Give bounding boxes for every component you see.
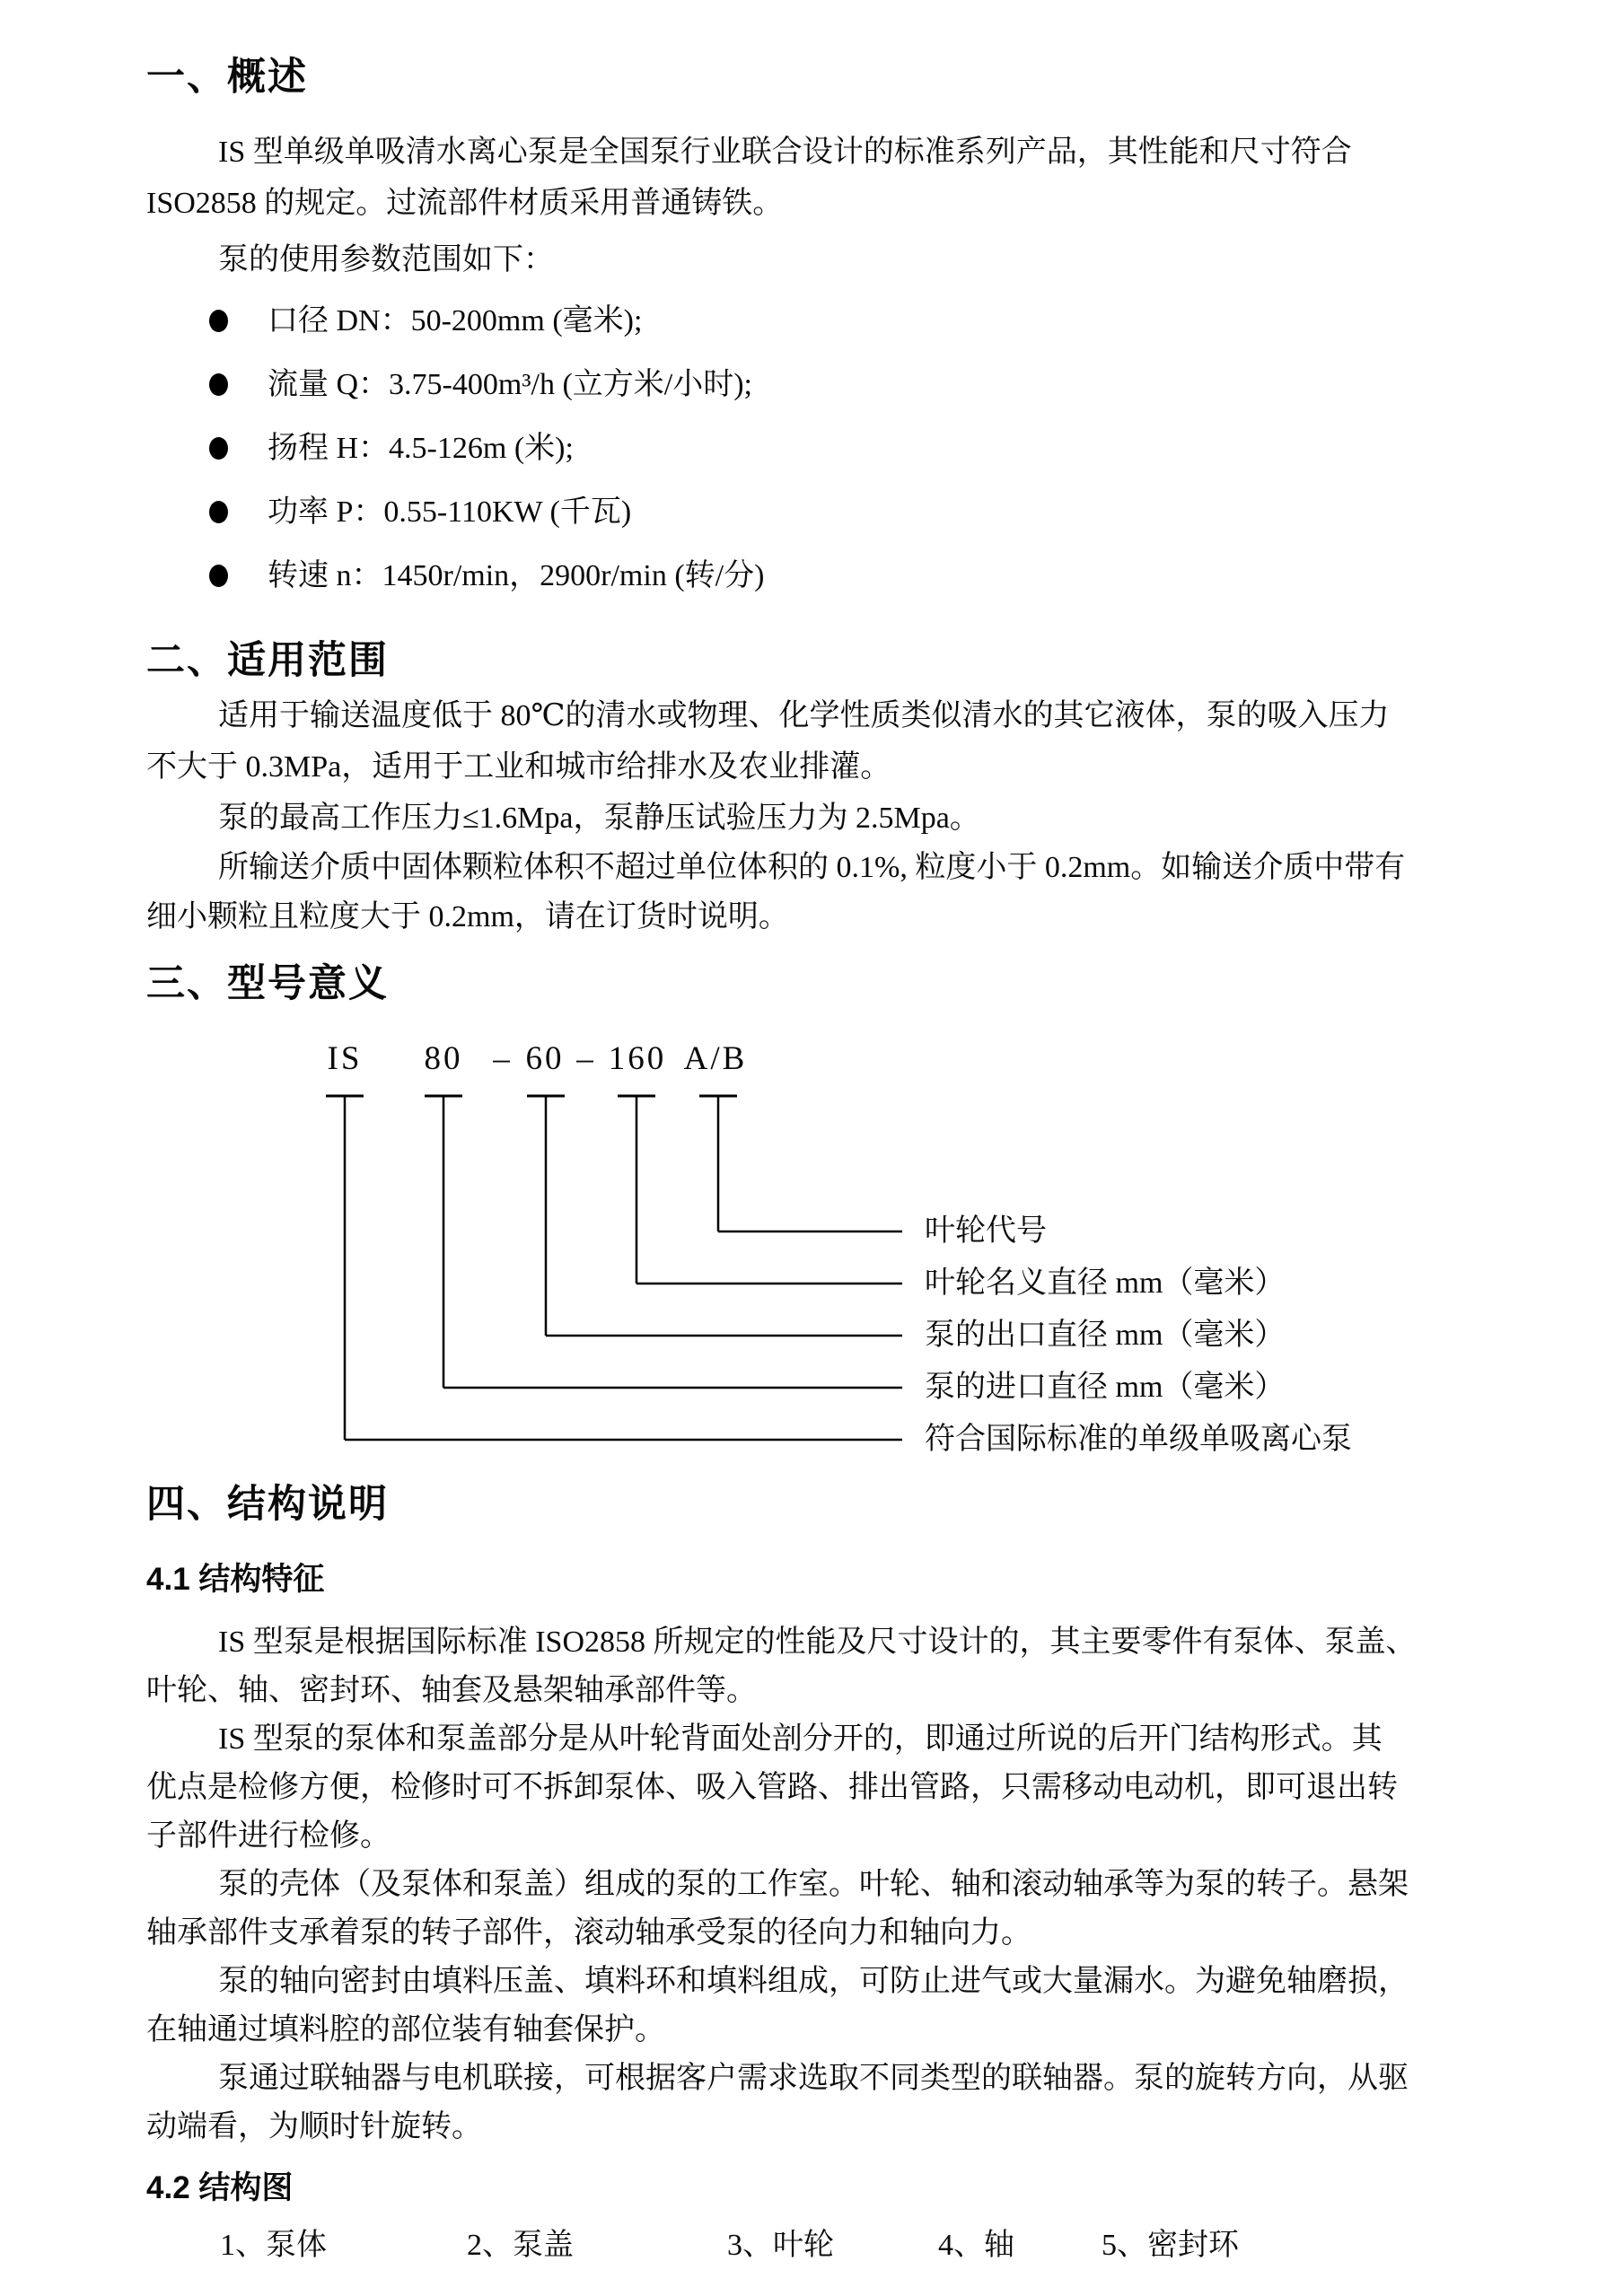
section2-paragraph-line: 所输送介质中固体颗粒体积不超过单位体积的 0.1%, 粒度小于 0.2mm。如输送介质中带有 [218,851,1406,884]
section4-paragraph-line: IS 型泵是根据国际标准 ISO2858 所规定的性能及尺寸设计的，其主要零件有泵体、泵盖、 [218,1626,1417,1659]
model-code-connector-lines [305,1077,934,1472]
bullet-item [209,556,764,596]
structure-part-label: 4、轴 [938,2229,1014,2262]
section2-paragraph-line: 泵的最高工作压力≤1.6Mpa，泵静压试验压力为 2.5Mpa。 [218,802,980,835]
section4-sub1-heading: 4.1 结构特征 [146,1562,325,1597]
bullet-item-text: 转速 n：1450r/min，2900r/min (转/分) [268,559,765,592]
structure-part-label: 1、泵体 [220,2229,327,2262]
section2-paragraph-line: 不大于 0.3MPa，适用于工业和城市给排水及农业排灌。 [146,750,891,784]
section4-paragraph-line: 泵的壳体（及泵体和泵盖）组成的泵的工作室。叶轮、轴和滚动轴承等为泵的转子。悬架 [218,1868,1409,1901]
section4-paragraph-line: 泵通过联轴器与电机联接，可根据客户需求选取不同类型的联轴器。泵的旋转方向，从驱 [218,2062,1409,2095]
section2-heading: 二、适用范围 [146,639,389,682]
section4-paragraph-line: 泵的轴向密封由填料压盖、填料环和填料组成，可防止进气或大量漏水。为避免轴磨损， [218,1965,1409,1998]
section4-heading: 四、结构说明 [146,1483,389,1526]
model-label-inlet-diameter: 泵的进口直径 mm（毫米） [925,1371,1286,1404]
model-label-outlet-diameter: 泵的出口直径 mm（毫米） [925,1319,1286,1352]
section4-paragraph-line: 动端看，为顺时针旋转。 [146,2110,482,2143]
bullet-item-text: 功率 P：0.55-110KW (千瓦) [268,495,632,529]
section4-paragraph-line: 子部件进行检修。 [146,1819,391,1853]
model-label-impeller-diameter: 叶轮名义直径 mm（毫米） [925,1266,1286,1300]
bullet-item [209,365,752,405]
section2-paragraph-line: 细小颗粒且粒度大于 0.2mm，请在订货时说明。 [146,900,789,933]
section4-paragraph-line: IS 型泵的泵体和泵盖部分是从叶轮背面处剖分开的，即通过所说的后开门结构形式。其 [218,1722,1383,1756]
bullet-item [209,302,642,341]
bullet-item-text: 扬程 H：4.5-126m (米); [268,432,574,465]
model-code-series: IS [327,1040,363,1077]
bullet-item [209,429,574,469]
bullet-item-text: 流量 Q：3.75-400m³/h (立方米/小时); [268,368,752,401]
model-code-dash: – [493,1040,513,1077]
model-code-dash: – [576,1040,596,1077]
bullet-dot-icon [209,373,228,396]
model-label-series-meaning: 符合国际标准的单级单吸离心泵 [925,1423,1352,1456]
section3-heading: 三、型号意义 [146,962,389,1005]
model-code-impeller-code: A/B [683,1040,748,1077]
section1-paragraph-line: IS 型单级单吸清水离心泵是全国泵行业联合设计的标准系列产品，其性能和尺寸符合 [218,136,1352,169]
bullet-dot-icon [209,310,228,332]
section4-paragraph-line: 叶轮、轴、密封环、轴套及悬架轴承部件等。 [146,1674,757,1707]
section4-sub2-heading: 4.2 结构图 [146,2170,294,2205]
bullet-item [209,493,631,532]
bullet-dot-icon [209,437,228,460]
model-code-impeller-diameter: 160 [608,1040,667,1077]
section1-heading: 一、概述 [146,56,308,99]
model-code-inlet-diameter: 80 [424,1040,463,1077]
section1-paragraph-line: 泵的使用参数范围如下： [218,243,554,276]
structure-part-label: 5、密封环 [1102,2229,1239,2262]
model-label-impeller-code: 叶轮代号 [925,1214,1047,1248]
bullet-item-text: 口径 DN：50-200mm (毫米); [268,304,643,337]
bullet-dot-icon [209,565,228,587]
section2-paragraph-line: 适用于输送温度低于 80℃的清水或物理、化学性质类似清水的其它液体，泵的吸入压力 [218,699,1390,732]
section4-paragraph-line: 在轴通过填料腔的部位装有轴套保护。 [146,2013,665,2046]
section1-paragraph-line: ISO2858 的规定。过流部件材质采用普通铸铁。 [146,187,784,220]
model-code-outlet-diameter: 60 [525,1040,565,1077]
section4-paragraph-line: 优点是检修方便，检修时可不拆卸泵体、吸入管路、排出管路，只需移动电动机，即可退出转 [146,1771,1398,1804]
bullet-dot-icon [209,501,228,523]
structure-part-label: 3、叶轮 [727,2229,834,2262]
structure-part-label: 2、泵盖 [467,2229,574,2262]
section4-paragraph-line: 轴承部件支承着泵的转子部件，滚动轴承受泵的径向力和轴向力。 [146,1916,1031,1950]
